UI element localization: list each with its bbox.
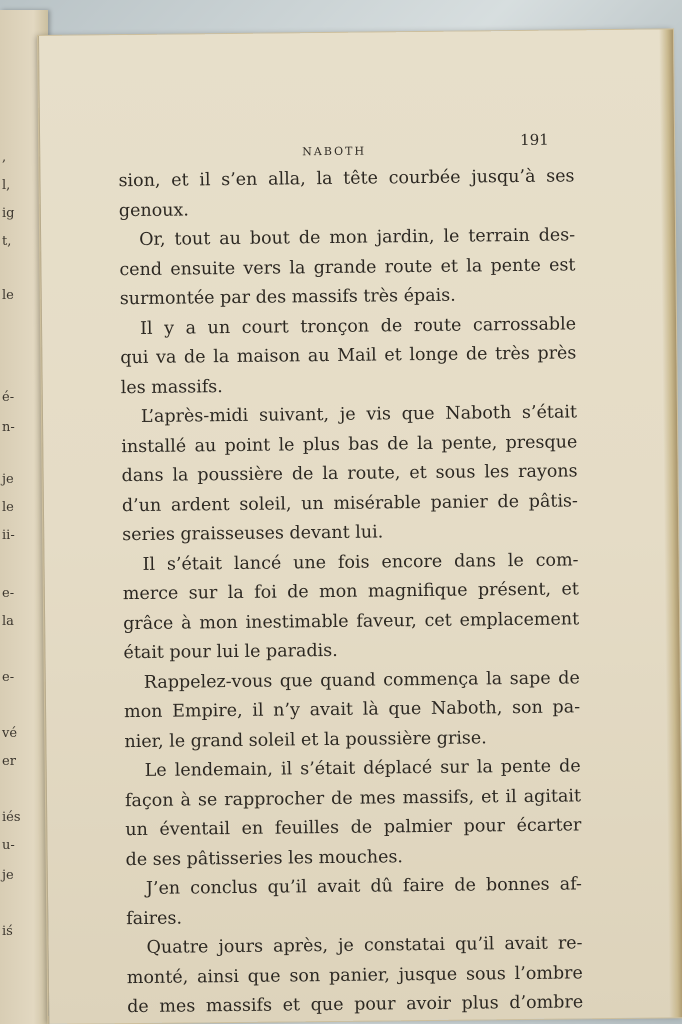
left-fragment: u- [2, 838, 15, 853]
text-line: Le lendemain, il s’était déplacé sur la pente de [144, 756, 581, 781]
left-fragment: ig [2, 206, 15, 221]
left-fragment: iés [2, 810, 21, 825]
text-line: sion, et il s’en alla, la tête courbée jusqu’à ses [118, 166, 575, 192]
text-line: Il s’était lancé une fois encore dans le com- [142, 549, 579, 575]
text-line: d’un ardent soleil, un misérable panier de pâtis- [121, 490, 579, 516]
text-line: nier, le grand soleil et la poussière grise. [124, 727, 487, 752]
left-fragment: le [2, 500, 14, 515]
left-fragment: vé [2, 726, 18, 741]
body-text [118, 162, 583, 1022]
page-edge [659, 29, 682, 1017]
text-line: mon Empire, il n’y avait là que Naboth, son pa- [123, 697, 581, 723]
text-line: surmontée par des massifs très épais. [119, 285, 456, 310]
text-line: faires. [126, 908, 183, 929]
running-head: NABOTH [302, 144, 367, 159]
book-page [38, 29, 682, 1024]
text-line: était pour lui le paradis. [123, 640, 338, 664]
text-line: J’en conclus qu’il avait dû faire de bonnes af- [145, 874, 583, 899]
page-number: 191 [520, 130, 549, 149]
text-line: monté, ainsi que son panier, jusque sous l’ombre [126, 962, 583, 988]
text-line: grâce à mon inestimable faveur, cet emplacement [123, 608, 580, 634]
left-fragment: e- [2, 670, 15, 685]
text-line: Or, tout au bout de mon jardin, le terrain des- [139, 225, 576, 250]
left-fragment: l, [2, 178, 11, 193]
text-line: Il y a un court tronçon de route carrossable [139, 313, 577, 339]
text-line: genoux. [118, 199, 190, 221]
left-fragment: n- [2, 420, 15, 435]
text-line: de ses pâtisseries les mouches. [125, 846, 404, 870]
left-fragment: iś [2, 924, 13, 939]
text-line: series graisseuses devant lui. [122, 522, 384, 546]
text-line: Rappelez-vous que quand commença la sape de [143, 667, 580, 693]
left-fragment: e- [2, 586, 15, 601]
left-fragment: t, [2, 234, 12, 249]
text-line: les massifs. [120, 376, 223, 398]
text-line: qui va de la maison au Mail et longe de très près [120, 343, 577, 369]
left-fragment: la [2, 614, 14, 629]
left-fragment: je [2, 868, 14, 883]
text-line: dans la poussière de la route, et sous les rayons [121, 461, 578, 487]
left-fragment: , [2, 150, 7, 165]
left-fragment: ii- [2, 528, 15, 543]
text-line: installé au point le plus bas de la pente, presque [121, 431, 578, 457]
left-page-text-fragments [2, 10, 42, 1024]
left-fragment: je [2, 472, 14, 487]
text-line: L’après-midi suivant, je vis que Naboth s’était [140, 402, 578, 427]
text-line: façon à se rapprocher de mes massifs, et il agitait [124, 785, 582, 811]
text-line: un éventail en feuilles de palmier pour écarter [125, 815, 582, 841]
text-line: cend ensuite vers la grande route et la pente est [119, 254, 576, 280]
text-line: merce sur la foi de mon magnifique présent, et [122, 579, 579, 605]
left-fragment: le [2, 288, 14, 303]
left-fragment: er [2, 754, 16, 769]
left-fragment: é- [2, 390, 15, 405]
text-line: Quatre jours après, je constatai qu’il avait re- [146, 933, 583, 958]
text-line: de mes massifs et que pour avoir plus d’ombre [127, 992, 584, 1018]
